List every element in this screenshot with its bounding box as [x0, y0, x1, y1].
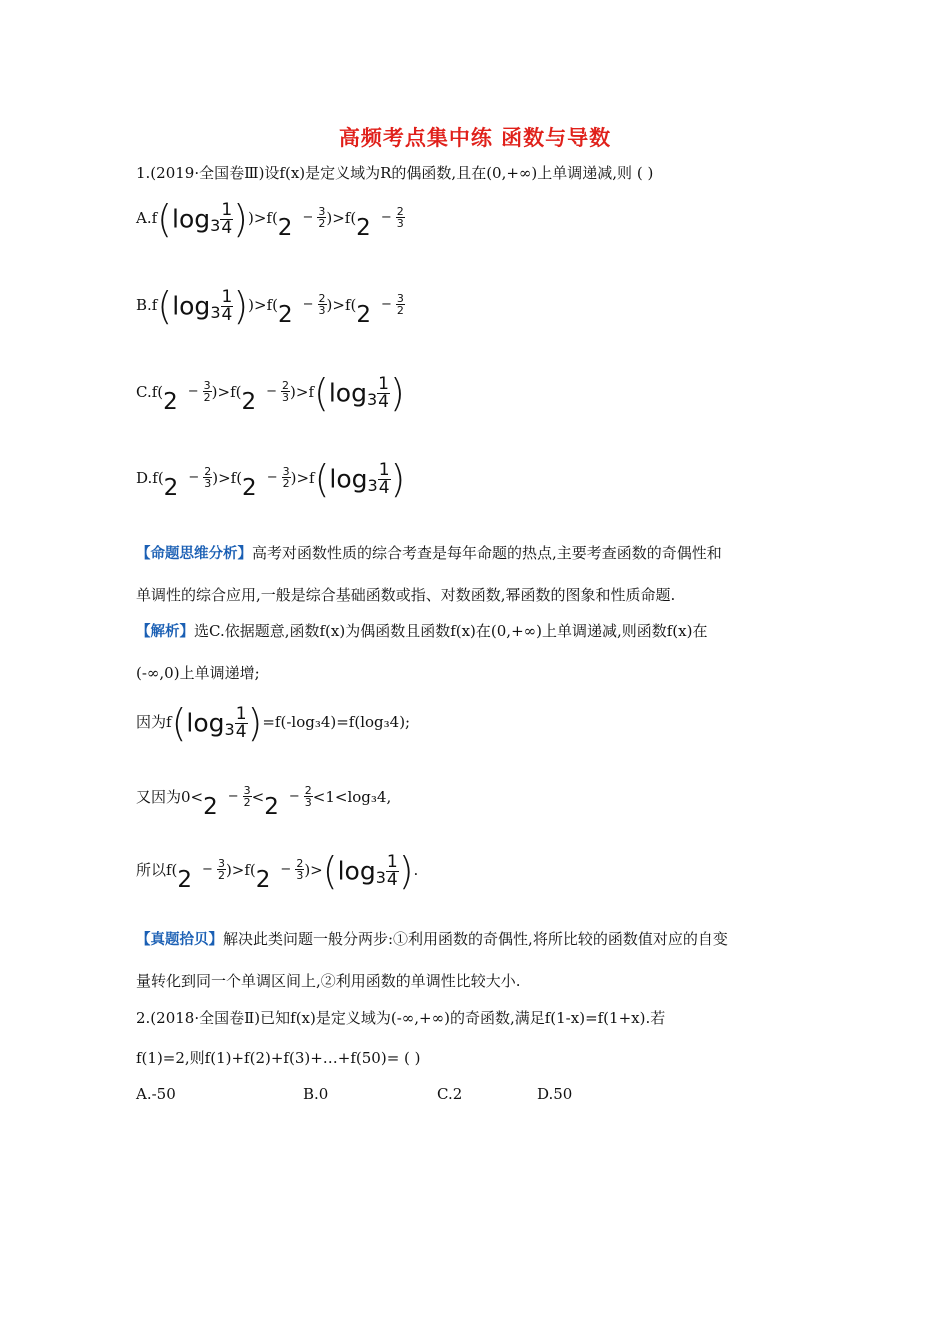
fraction-one-quarter: $\frac{1}{4}$ — [386, 851, 398, 890]
solution-tag: 【解析】 — [136, 624, 194, 640]
option-c-label: C. — [136, 383, 152, 401]
exponent-2-3: $\frac{2}{3}$ — [318, 292, 326, 317]
exponent-2-3: $\frac{2}{3}$ — [396, 205, 404, 230]
solution-line1: 【解析】选C.依据题意,函数f(x)为偶函数且函数f(x)在(0,+∞)上单调递减,则函数f(x)在 — [136, 622, 708, 640]
solution-line2: (-∞,0)上单调递增; — [136, 664, 260, 682]
option-a: A.f(log3 $\frac{1}{4}$ ))>f(2 − $\frac{3}{2}$ )>f(2 − $\frac{2}{3}$ — [136, 197, 404, 241]
f-symbol: f — [151, 209, 158, 227]
exponent-3-2: $\frac{3}{2}$ — [318, 205, 326, 230]
page-title: 高频考点集中练 函数与导数 — [338, 126, 612, 150]
question-1-stem: 1.(2019·全国卷Ⅲ)设f(x)是定义域为R的偶函数,且在(0,+∞)上单调递减,则 ( ) — [136, 164, 654, 182]
question-2-stem-line1: 2.(2018·全国卷Ⅱ)已知f(x)是定义域为(-∞,+∞)的奇函数,满足f(1-x)=f(1+x).若 — [136, 1009, 666, 1027]
analysis-paragraph-line1: 【命题思维分析】高考对函数性质的综合考查是每年命题的热点,主要考查函数的奇偶性和 — [136, 544, 722, 562]
exponent-3-2: $\frac{3}{2}$ — [396, 292, 404, 317]
fraction-one-quarter: $\frac{1}{4}$ — [378, 373, 389, 412]
question-2-stem-line2: f(1)=2,则f(1)+f(2)+f(3)+…+f(50)= ( ) — [136, 1049, 421, 1067]
option-2d: D.50 — [537, 1085, 573, 1103]
option-c: C.f(2 − $\frac{3}{2}$ )>f(2 − $\frac{2}{3}$ )>f(log3 $\frac{1}{4}$ ) — [136, 371, 405, 415]
tip-line1: 【真题拾贝】解决此类问题一般分两步:①利用函数的奇偶性,将所比较的函数值对应的自变 — [136, 930, 728, 948]
tip-tag: 【真题拾贝】 — [136, 932, 223, 948]
solution-because: 因为f(log3 $\frac{1}{4}$ )=f(-log₃4)=f(log₃4); — [136, 701, 411, 745]
option-a-label: A. — [136, 209, 152, 227]
tip-line2: 量转化到同一个单调区间上,②利用函数的单调性比较大小. — [136, 972, 521, 990]
option-2a: A.-50 — [136, 1085, 176, 1103]
option-b: B.f(log3 $\frac{1}{4}$ ))>f(2 − $\frac{2}{3}$ )>f(2 − $\frac{3}{2}$ — [136, 284, 404, 328]
exponent-3-2: $\frac{3}{2}$ — [203, 379, 211, 404]
solution-conclusion: 所以f(2 − $\frac{3}{2}$ )>f(2 − $\frac{2}{3}$ )>(log3 $\frac{1}{4}$ ). — [136, 849, 419, 893]
solution-inequality: 又因为0<2 − $\frac{3}{2}$ <2 − $\frac{2}{3}$ <1<log₃4, — [136, 784, 392, 820]
fraction-one-quarter: $\frac{1}{4}$ — [221, 199, 233, 238]
option-2c: C.2 — [437, 1085, 463, 1103]
option-b-label: B. — [136, 296, 152, 314]
log-symbol: log — [172, 204, 211, 234]
analysis-tag: 【命题思维分析】 — [136, 546, 252, 562]
exponent-2-3: $\frac{2}{3}$ — [304, 784, 312, 809]
fraction-one-quarter: $\frac{1}{4}$ — [221, 286, 233, 325]
analysis-paragraph-line2: 单调性的综合应用,一般是综合基础函数或指、对数函数,幂函数的图象和性质命题. — [136, 586, 676, 604]
fraction-one-quarter: $\frac{1}{4}$ — [378, 459, 390, 498]
exponent-3-2: $\frac{3}{2}$ — [243, 784, 251, 809]
option-d: D.f(2 − $\frac{2}{3}$ )>f(2 − $\frac{3}{2}$ )>f(log3 $\frac{1}{4}$ ) — [136, 457, 406, 501]
log-base: 3 — [210, 216, 221, 235]
exponent-2-3: $\frac{2}{3}$ — [296, 857, 304, 882]
base-two: 2 — [356, 215, 371, 241]
exponent-2-3: $\frac{2}{3}$ — [204, 465, 212, 490]
exponent-3-2: $\frac{3}{2}$ — [217, 857, 225, 882]
base-two: 2 — [277, 215, 293, 241]
option-2b: B.0 — [303, 1085, 329, 1103]
fraction-one-quarter: $\frac{1}{4}$ — [235, 703, 247, 742]
exponent-2-3: $\frac{2}{3}$ — [282, 379, 290, 404]
exponent-3-2: $\frac{3}{2}$ — [282, 465, 290, 490]
option-d-label: D. — [136, 469, 153, 487]
